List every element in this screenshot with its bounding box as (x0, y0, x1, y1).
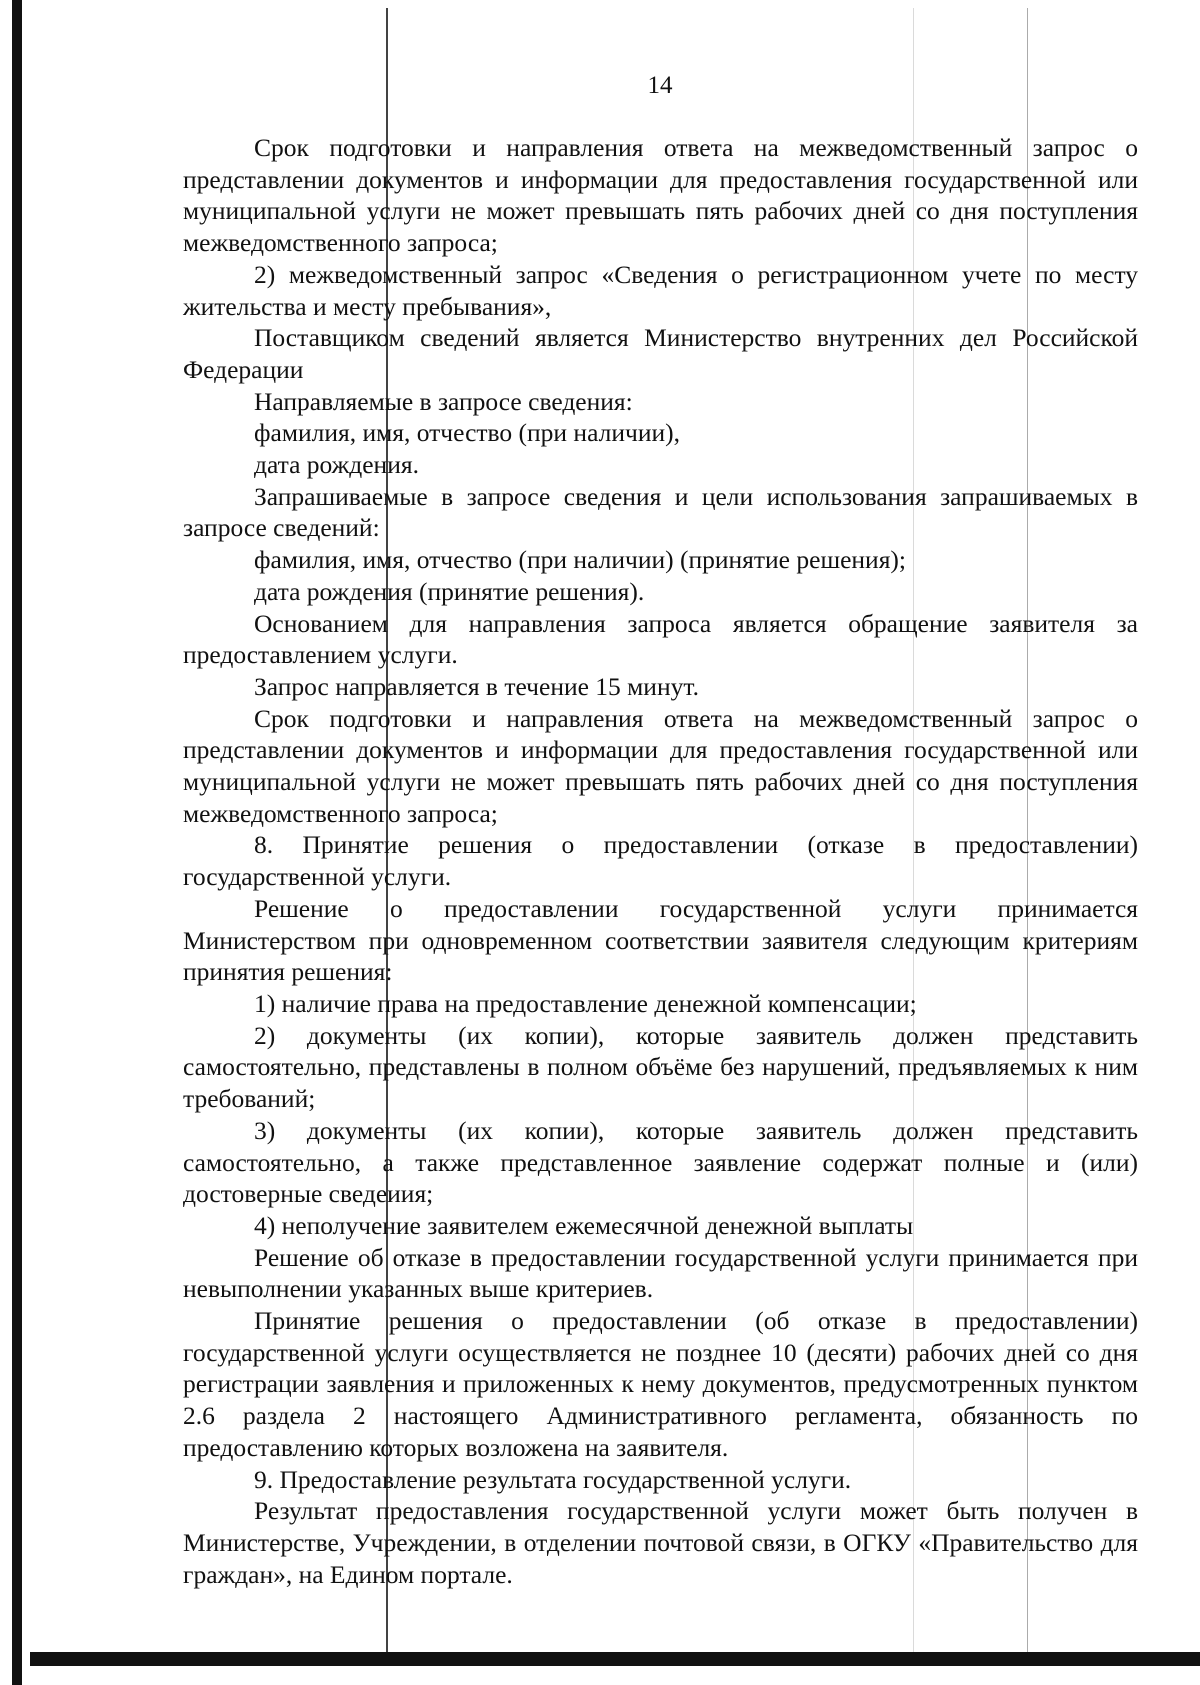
paragraph: Принятие решения о предоставлении (об отказе в предоставлении) государственной услуги осуществляется не позднее 10 (десяти) рабочих дней со дня регистрации заявления и приложенных к нему документов, предусмотренных пунктом 2.6 раздела 2 настоящего Административного регламента, обязанность по предоставлению которых возложена на заявителя. (183, 1306, 1138, 1462)
scan-border-bottom (30, 1652, 1200, 1666)
paragraph: фамилия, имя, отчество (при наличии) (принятие решения); (254, 545, 906, 575)
paragraph: 8. Принятие решения о предоставлении (отказе в предоставлении) государственной услуги. (183, 830, 1138, 892)
paragraph: Решение о предоставлении государственной услуги принимается Министерством при одновременном соответствии заявителя следующим критериям принятия решения: (183, 893, 1138, 987)
page-number: 14 (647, 72, 673, 99)
paragraph: Запрос направляется в течение 15 минут. (254, 671, 699, 701)
paragraph: 4) неполучение заявителем ежемесячной денежной выплаты (254, 1210, 914, 1240)
paragraph: дата рождения. (254, 450, 419, 480)
scan-border-left (12, 0, 22, 1685)
paragraph: Срок подготовки и направления ответа на межведомственный запрос о представлении документов и информации для предоставления государственной или муниципальной услуги не может превышать пять рабочих дней со дня поступления межведомственного запроса; (183, 133, 1138, 258)
paragraph: Срок подготовки и направления ответа на межведомственный запрос о представлении документов и информации для предоставления государственной или муниципальной услуги не может превышать пять рабочих дней со дня поступления межведомственного запроса; (183, 703, 1138, 828)
paragraph: Направляемые в запросе сведения: (254, 386, 633, 416)
paragraph: Поставщиком сведений является Министерство внутренних дел Российской Федерации (183, 323, 1138, 384)
paragraph: 9. Предоставление результата государственной услуги. (254, 1464, 852, 1494)
paragraph: Результат предоставления государственной услуги может быть получен в Министерстве, Учреждении, в отделении почтовой связи, в ОГКУ «Правительство для граждан», на Едином портале. (183, 1496, 1138, 1589)
paragraph: Основанием для направления запроса является обращение заявителя за предоставлением услуги. (183, 608, 1138, 670)
paragraph: Запрашиваемые в запросе сведения и цели использования запрашиваемых в запросе сведений: (183, 481, 1138, 543)
paragraph: 1) наличие права на предоставление денежной компенсации; (254, 988, 917, 1018)
document-body (183, 132, 1138, 1590)
paragraph: дата рождения (принятие решения). (254, 576, 645, 606)
paragraph: 3) документы (их копии), которые заявитель должен представить самостоятельно, а также представленное заявление содержат полные и (или) достоверные сведеиия; (183, 1115, 1138, 1209)
paragraph: 2) документы (их копии), которые заявитель должен представить самостоятельно, представлены в полном объёме без нарушений, предъявляемых к ним требований; (183, 1020, 1138, 1114)
paragraph: Решение об отказе в предоставлении государственной услуги принимается при невыполнении указанных выше критериев. (183, 1242, 1138, 1304)
paragraph: фамилия, имя, отчество (при наличии), (254, 418, 680, 448)
paragraph: 2) межведомственный запрос «Сведения о регистрационном учете по месту жительства и месту пребывания», (183, 259, 1138, 321)
